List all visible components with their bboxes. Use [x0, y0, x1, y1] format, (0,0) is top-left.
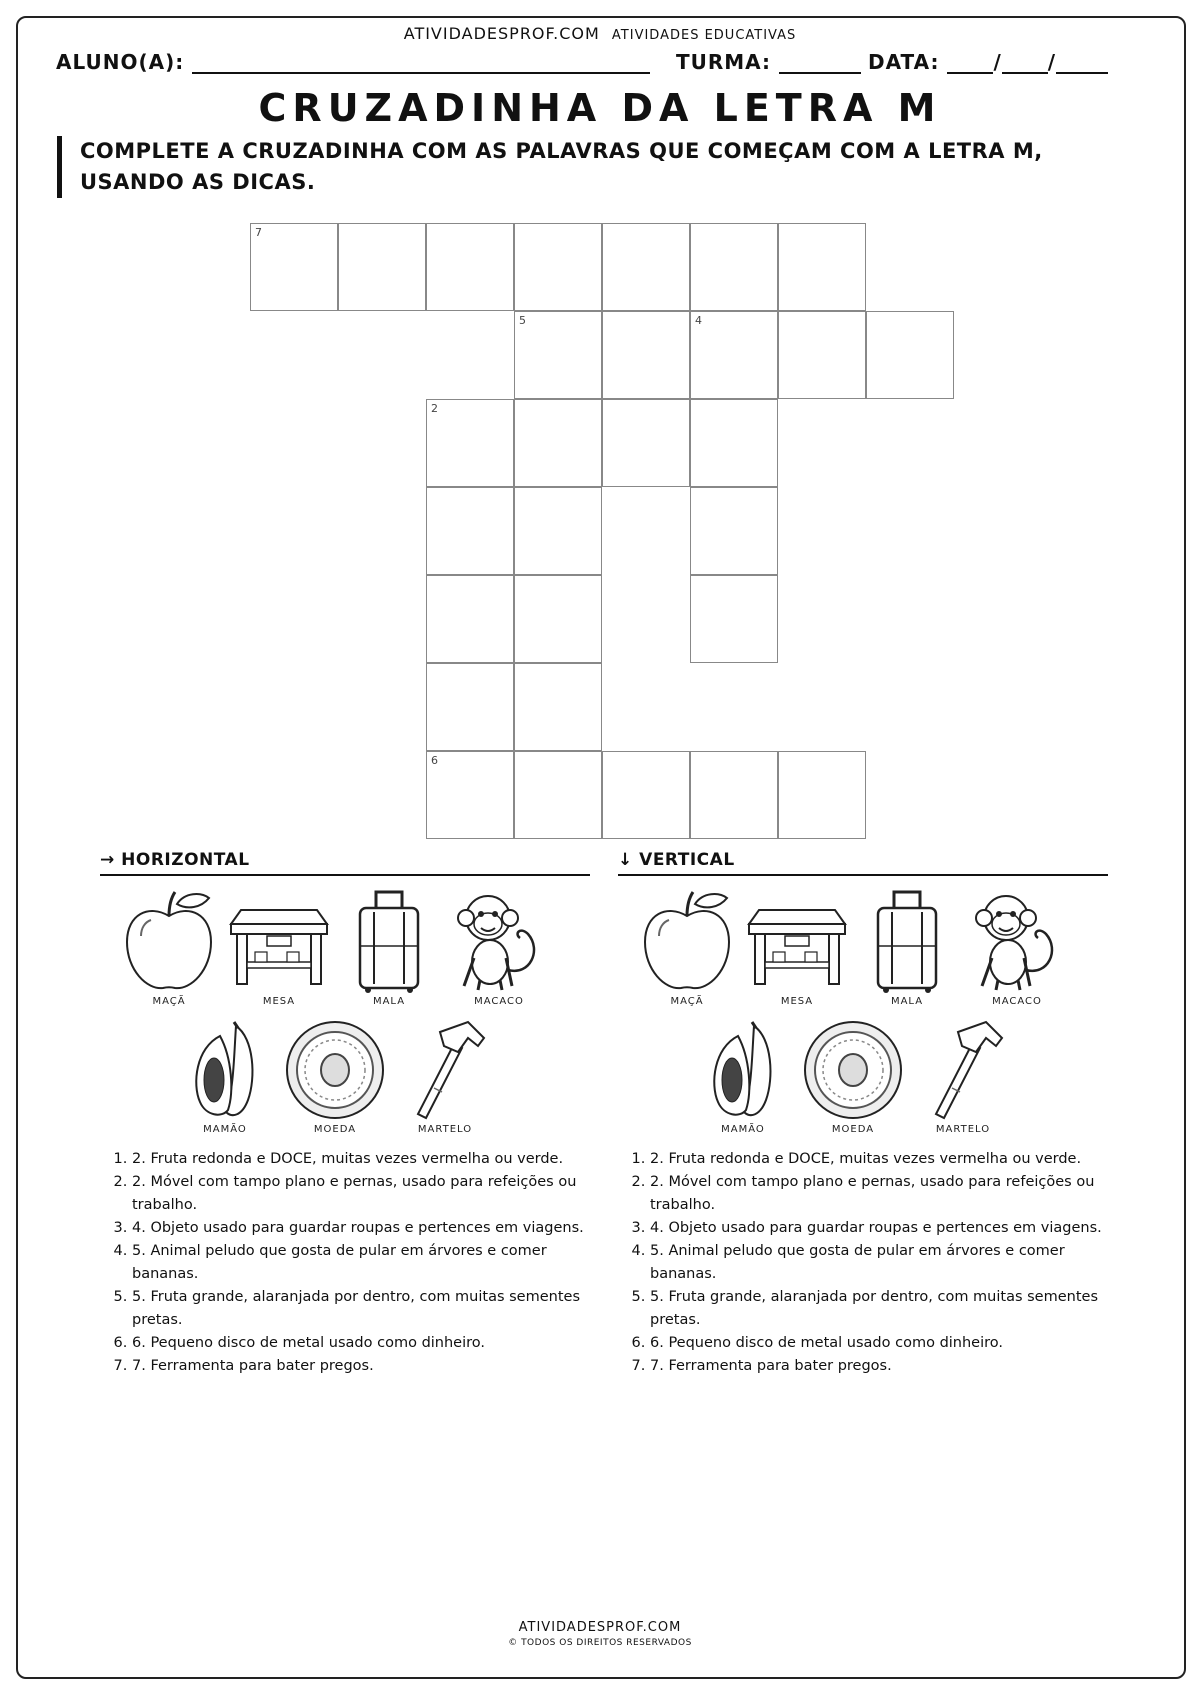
site-header: [0, 24, 1200, 43]
picture-martelo: [390, 1018, 500, 1135]
papaya-icon: [190, 1018, 260, 1122]
clue-item: 5. 5. Fruta grande, alaranjada por dentro, com muitas sementes pretas.: [650, 1286, 1108, 1332]
clue-number: 4: [695, 314, 702, 327]
crossword-cell[interactable]: [690, 751, 778, 839]
picture-mala: [334, 890, 444, 1007]
hammer-icon: [398, 1018, 492, 1122]
crossword-cell[interactable]: [338, 223, 426, 311]
picture-macaco: [444, 890, 554, 1007]
picture-macaco: [962, 890, 1072, 1007]
data-year-line[interactable]: [1056, 52, 1108, 74]
picture-moeda: [280, 1018, 390, 1135]
table-icon: [745, 890, 849, 994]
footer-rights: © TODOS OS DIREITOS RESERVADOS: [508, 1638, 692, 1648]
crossword-cell[interactable]: [426, 663, 514, 751]
picture-mesa: [224, 890, 334, 1007]
crossword-cell[interactable]: [514, 751, 602, 839]
crossword-cell[interactable]: [866, 311, 954, 399]
picture-caption: MAMÃO: [203, 1124, 247, 1135]
clue-item: 3. 4. Objeto usado para guardar roupas e pertences em viagens.: [132, 1217, 590, 1240]
crossword-cell[interactable]: [690, 311, 778, 399]
turma-field[interactable]: [676, 50, 861, 74]
site-name: ATIVIDADESPROF.COM: [403, 24, 600, 43]
coin-icon: [283, 1018, 387, 1122]
crossword-cell[interactable]: [690, 223, 778, 311]
picture-caption: MOEDA: [313, 1124, 357, 1135]
clue-item: 5. 5. Fruta grande, alaranjada por dentro, com muitas sementes pretas.: [132, 1286, 590, 1332]
crossword-cell[interactable]: [778, 751, 866, 839]
picture-caption: MESA: [262, 996, 296, 1007]
coin-icon: [801, 1018, 905, 1122]
picture-caption: MAÇÃ: [152, 996, 186, 1007]
crossword-cell[interactable]: [514, 663, 602, 751]
horizontal-clue-list: [100, 1148, 590, 1378]
turma-label: TURMA:: [676, 50, 772, 74]
suitcase-icon: [354, 890, 424, 994]
instruction-text: COMPLETE A CRUZADINHA COM AS PALAVRAS QUE COMEÇAM COM A LETRA M, USANDO AS DICAS.: [57, 136, 1100, 198]
clue-item: 7. 7. Ferramenta para bater pregos.: [650, 1355, 1108, 1378]
crossword-cell[interactable]: [690, 575, 778, 663]
picture-caption: MACACO: [474, 996, 524, 1007]
apple-icon: [637, 890, 737, 994]
suitcase-icon: [872, 890, 942, 994]
table-icon: [227, 890, 331, 994]
clue-number: 6: [431, 754, 438, 767]
clue-item: 6. 6. Pequeno disco de metal usado como dinheiro.: [132, 1332, 590, 1355]
clue-number: 7: [255, 226, 262, 239]
clue-item: 4. 5. Animal peludo que gosta de pular em árvores e comer bananas.: [650, 1240, 1108, 1286]
crossword-cell[interactable]: [514, 575, 602, 663]
turma-line[interactable]: [779, 52, 861, 74]
crossword-cell[interactable]: [778, 223, 866, 311]
aluno-line[interactable]: [192, 52, 650, 74]
crossword-cell[interactable]: [514, 311, 602, 399]
picture-caption: MACACO: [992, 996, 1042, 1007]
crossword-cell[interactable]: [250, 223, 338, 311]
horizontal-section: [100, 850, 590, 1135]
aluno-field[interactable]: [56, 50, 650, 74]
vertical-title: ↓ VERTICAL: [618, 850, 1108, 876]
picture-caption: MOEDA: [831, 1124, 875, 1135]
picture-martelo: [908, 1018, 1018, 1135]
clue-item: 4. 5. Animal peludo que gosta de pular em árvores e comer bananas.: [132, 1240, 590, 1286]
picture-mamao: [688, 1018, 798, 1135]
clue-item: 7. 7. Ferramenta para bater pregos.: [132, 1355, 590, 1378]
picture-caption: MARTELO: [935, 1124, 991, 1135]
clue-item: 3. 4. Objeto usado para guardar roupas e pertences em viagens.: [650, 1217, 1108, 1240]
picture-caption: MARTELO: [417, 1124, 473, 1135]
data-day-line[interactable]: [947, 52, 993, 74]
crossword-cell[interactable]: [426, 575, 514, 663]
crossword-cell[interactable]: [602, 223, 690, 311]
apple-icon: [119, 890, 219, 994]
crossword-cell[interactable]: [426, 487, 514, 575]
clue-number: 5: [519, 314, 526, 327]
picture-mala: [852, 890, 962, 1007]
picture-maca: [114, 890, 224, 1007]
picture-caption: MALA: [372, 996, 406, 1007]
monkey-icon: [972, 890, 1062, 994]
clue-item: 1. 2. Fruta redonda e DOCE, muitas vezes vermelha ou verde.: [132, 1148, 590, 1171]
picture-moeda: [798, 1018, 908, 1135]
site-subtitle: ATIVIDADES EDUCATIVAS: [611, 28, 797, 43]
picture-caption: MAMÃO: [721, 1124, 765, 1135]
page-title: CRUZADINHA DA LETRA M: [258, 86, 942, 130]
data-month-line[interactable]: [1002, 52, 1048, 74]
crossword-cell[interactable]: [690, 399, 778, 487]
footer-site: ATIVIDADESPROF.COM: [518, 1620, 682, 1635]
clue-item: 2. 2. Móvel com tampo plano e pernas, usado para refeições ou trabalho.: [132, 1171, 590, 1217]
picture-caption: MALA: [890, 996, 924, 1007]
picture-mesa: [742, 890, 852, 1007]
crossword-cell[interactable]: [690, 487, 778, 575]
crossword-cell[interactable]: [602, 751, 690, 839]
aluno-label: ALUNO(A):: [56, 50, 185, 74]
crossword-cell[interactable]: [426, 751, 514, 839]
crossword-cell[interactable]: [514, 223, 602, 311]
clue-number: 2: [431, 402, 438, 415]
picture-mamao: [170, 1018, 280, 1135]
crossword-cell[interactable]: [778, 311, 866, 399]
crossword-cell[interactable]: [426, 399, 514, 487]
hammer-icon: [916, 1018, 1010, 1122]
crossword-cell[interactable]: [514, 399, 602, 487]
picture-caption: MESA: [780, 996, 814, 1007]
clue-item: 6. 6. Pequeno disco de metal usado como dinheiro.: [650, 1332, 1108, 1355]
horizontal-title: → HORIZONTAL: [100, 850, 590, 876]
monkey-icon: [454, 890, 544, 994]
crossword-cell[interactable]: [602, 311, 690, 399]
vertical-section: [618, 850, 1108, 1135]
data-field[interactable]: DATA: / /: [868, 50, 1108, 74]
papaya-icon: [708, 1018, 778, 1122]
crossword-cell[interactable]: [426, 223, 514, 311]
crossword-cell[interactable]: [602, 399, 690, 487]
picture-caption: MAÇÃ: [670, 996, 704, 1007]
clue-item: 1. 2. Fruta redonda e DOCE, muitas vezes vermelha ou verde.: [650, 1148, 1108, 1171]
vertical-clue-list: [618, 1148, 1108, 1378]
student-info-row: [56, 50, 1146, 80]
data-label: DATA:: [868, 50, 940, 74]
crossword-cell[interactable]: [514, 487, 602, 575]
clue-item: 2. 2. Móvel com tampo plano e pernas, usado para refeições ou trabalho.: [650, 1171, 1108, 1217]
page-footer: [0, 1620, 1200, 1648]
picture-maca: [632, 890, 742, 1007]
